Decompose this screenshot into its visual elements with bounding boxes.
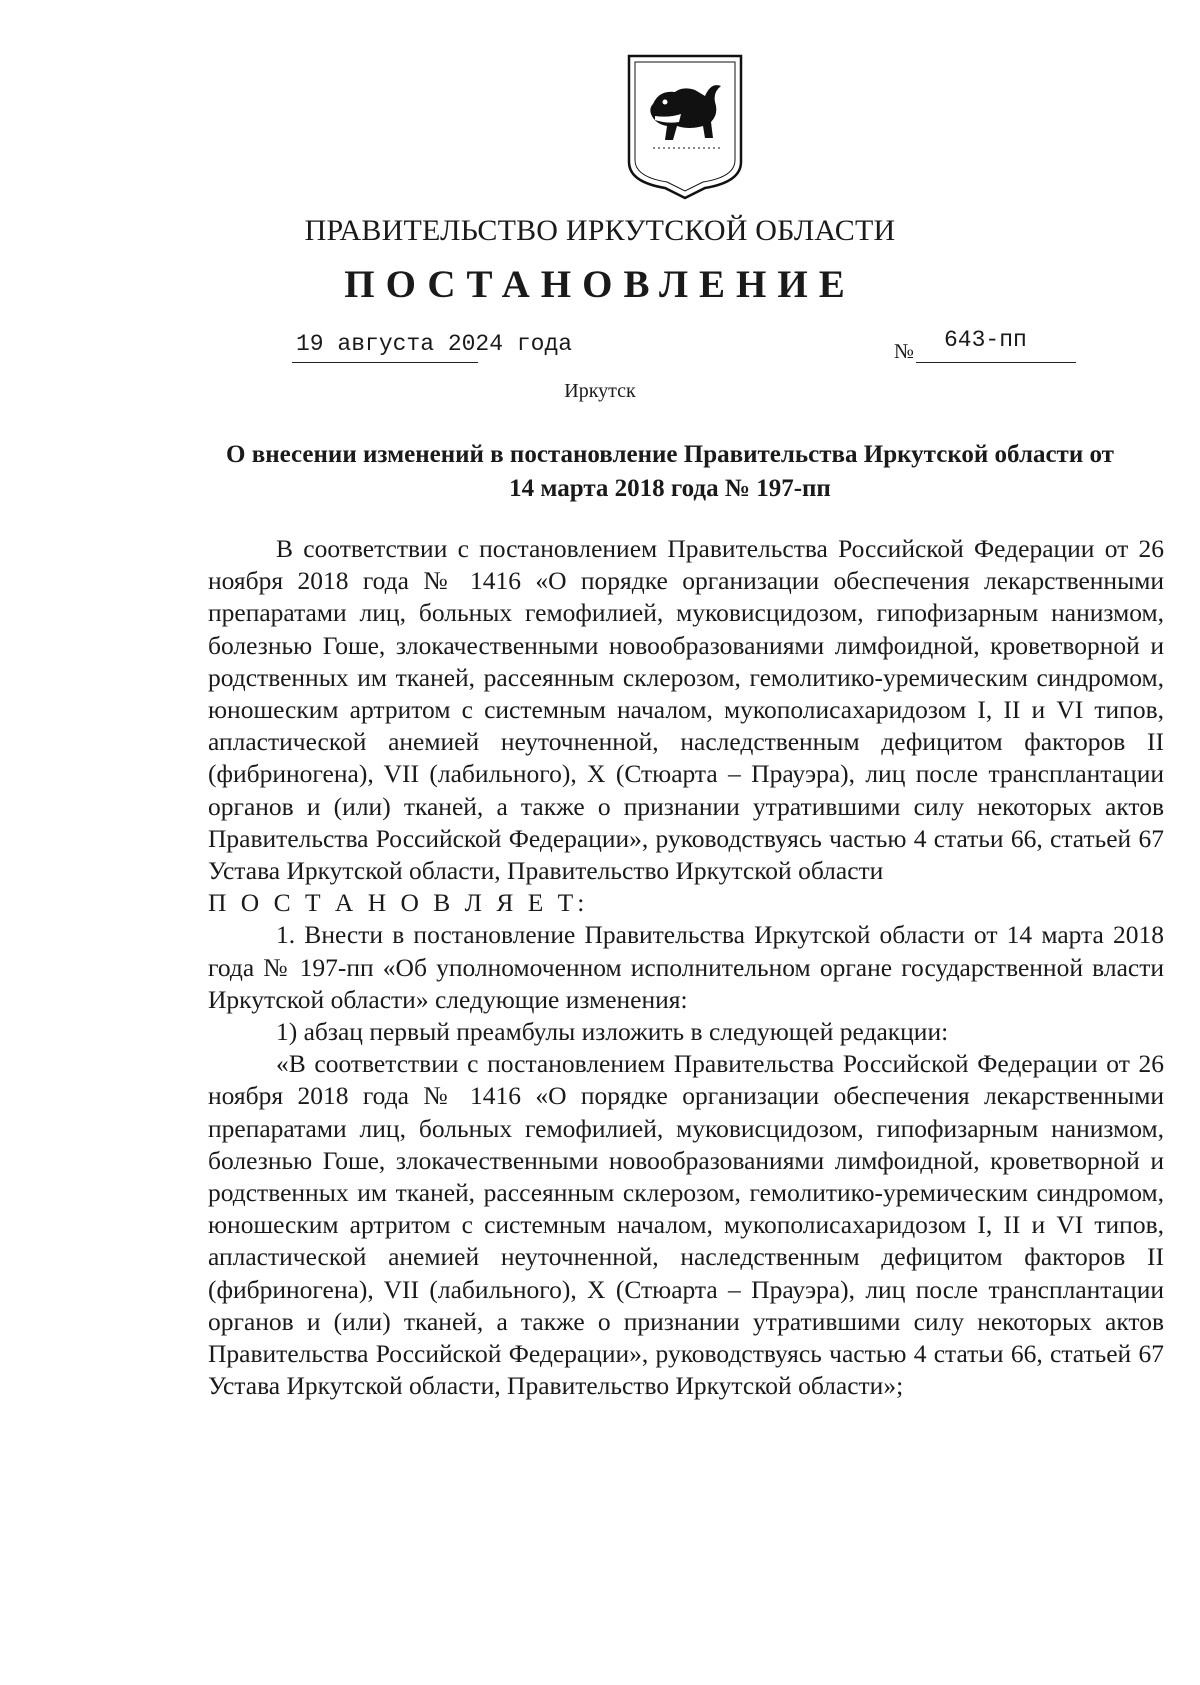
number-underline: [916, 362, 1076, 363]
quoted-preamble-paragraph: «В соответствии с постановлением Правительства Российской Федерации от 26 ноября 2018 года № 1416 «О порядке организации обеспечения лекарственными препаратами лиц, больных гемофилией, муковисцидозом, гипофизарным нанизмом, болезнью Гоше, злокачественными новообразованиями лимфоидной, кроветворной и родственных им тканей, рассеянным склерозом, гемолитико-уремическим синдромом, юношеским артритом с системным началом, мукополисахаридозом I, II и VI типов, апластической анемией неуточненной, наследственным дефицитом факторов II (фибриногена), VII (лабильного), X (Стюарта – Прауэра), лиц после трансплантации органов и (или) тканей, а также о признании утратившими силу некоторых актов Правительства Российской Федерации», руководствуясь частью 4 статьи 66, статьей 67 Устава Иркутской области, Правительство Иркутской области»;: [208, 1049, 1164, 1401]
government-name: ПРАВИТЕЛЬСТВО ИРКУТСКОЙ ОБЛАСТИ: [304, 214, 896, 247]
document-body: [208, 533, 1164, 1402]
document-date: 19 августа 2024 года: [296, 331, 573, 357]
item-1-1-paragraph: 1) абзац первый преамбулы изложить в следующей редакции:: [276, 1017, 949, 1047]
coat-of-arms-icon: [625, 52, 745, 202]
city: Иркутск: [564, 380, 636, 402]
document-type: ПОСТАНОВЛЕНИЕ: [344, 263, 856, 306]
preamble-paragraph: В соответствии с постановлением Правительства Российской Федерации от 26 ноября 2018 года № 1416 «О порядке организации обеспечения лекарственными препаратами лиц, больных гемофилией, муковисцидозом, гипофизарным нанизмом, болезнью Гоше, злокачественными новообразованиями лимфоидной, кроветворной и родственных им тканей, рассеянным склерозом, гемолитико-уремическим синдромом, юношеским артритом с системным началом, мукополисахаридозом I, II и VI типов, апластической анемией неуточненной, наследственным дефицитом факторов II (фибриногена), VII (лабильного), X (Стюарта – Прауэра), лиц после трансплантации органов и (или) тканей, а также о признании утратившими силу некоторых актов Правительства Российской Федерации», руководствуясь частью 4 статьи 66, статьей 67 Устава Иркутской области, Правительство Иркутской области: [208, 534, 1164, 886]
number-sign: №: [894, 339, 915, 363]
document-number: 643-пп: [944, 327, 1027, 353]
document-title: О внесении изменений в постановление Правительства Иркутской области от 14 марта 2018 года № 197-пп: [226, 441, 1114, 502]
date-underline: [292, 362, 478, 363]
decree-word: П О С Т А Н О В Л Я Е Т:: [208, 888, 589, 918]
item-1-paragraph: 1. Внести в постановление Правительства Иркутской области от 14 марта 2018 года № 197-пп «Об уполномоченном исполнительном органе государственной власти Иркутской области» следующие изменения:: [208, 920, 1164, 1014]
